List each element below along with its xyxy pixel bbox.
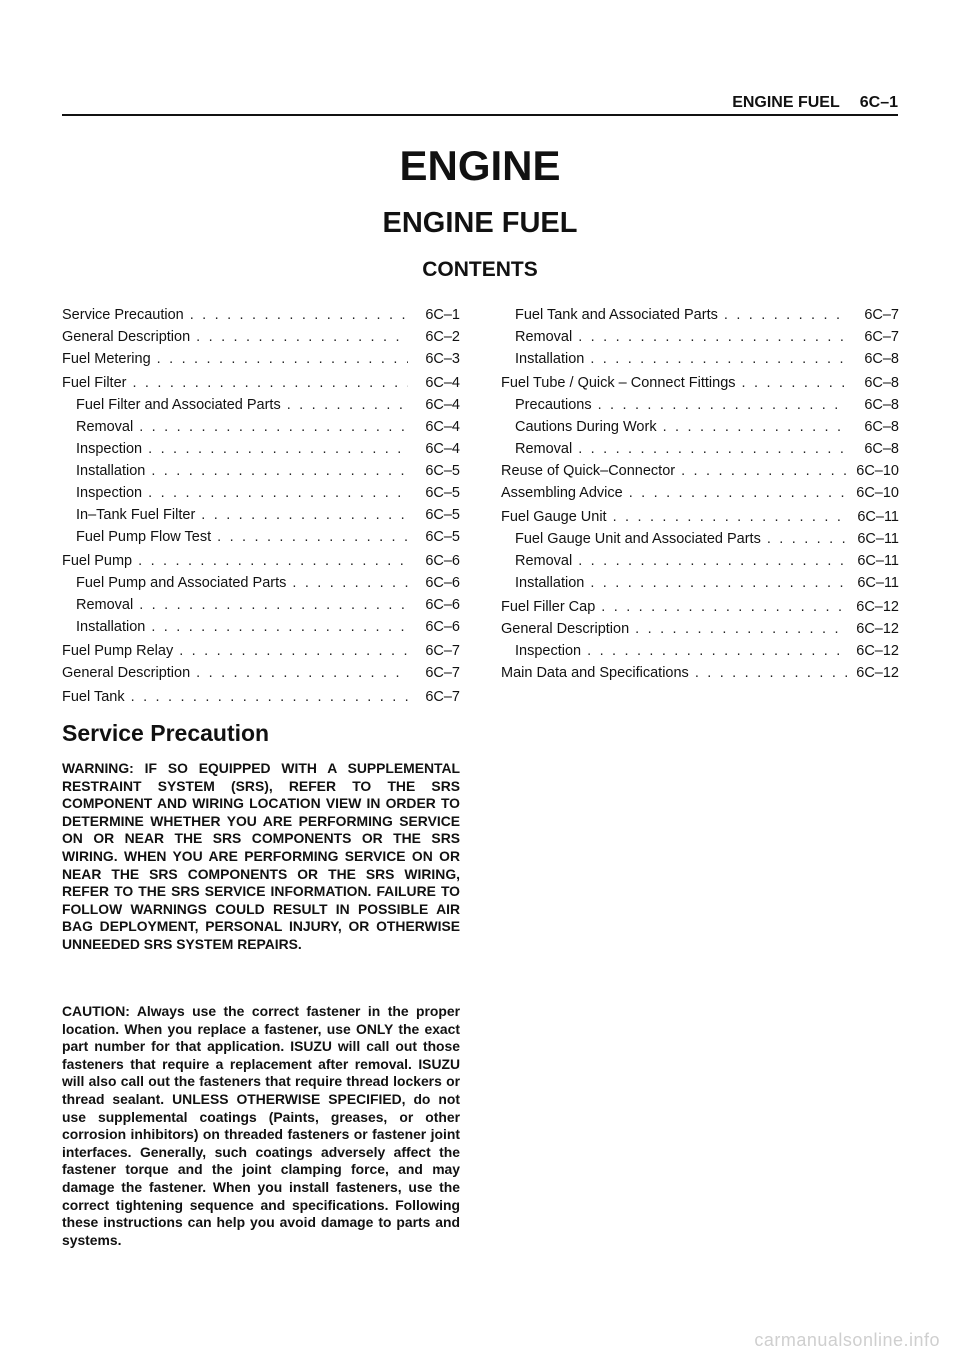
toc-entry[interactable] <box>62 416 460 438</box>
toc-entry-page: 6C–4 <box>425 375 460 391</box>
toc-entry-page: 6C–5 <box>425 529 460 545</box>
toc-entry-label: Fuel Gauge Unit and Associated Parts <box>515 531 761 547</box>
toc-entry-label: Assembling Advice <box>501 485 623 501</box>
toc-entry[interactable] <box>62 394 460 416</box>
toc-leader-dots <box>663 416 847 438</box>
toc-entry-page: 6C–8 <box>864 419 899 435</box>
toc-entry-page: 6C–12 <box>856 643 899 659</box>
toc-leader-dots <box>138 550 408 572</box>
toc-leader-dots <box>578 550 847 572</box>
toc-entry-page: 6C–8 <box>864 375 899 391</box>
toc-leader-dots <box>217 526 408 548</box>
toc-entry-page: 6C–4 <box>425 419 460 435</box>
toc-leader-dots <box>179 640 408 662</box>
toc-entry[interactable] <box>62 550 460 572</box>
warning-paragraph: WARNING: IF SO EQUIPPED WITH A SUPPLEMENTAL RESTRAINT SYSTEM (SRS), REFER TO THE SRS COMPONENT AND WIRING LOCATION VIEW IN ORDER TO DETERMINE WHETHER YOU ARE PERFORMING SERVICE ON OR NEAR THE SRS COMPONENTS OR THE SRS WIRING. WHEN YOU ARE PERFORMING SERVICE ON OR NEAR THE SRS COMPONENTS OR THE SRS WIRING, REFER TO THE SRS SERVICE INFORMATION. FAILURE TO FOLLOW WARNINGS COULD RESULT IN POSSIBLE AIR BAG DEPLOYMENT, PERSONAL INJURY, OR OTHERWISE UNNEEDED SRS SYSTEM REPAIRS. <box>62 760 460 952</box>
toc-entry[interactable] <box>62 526 460 548</box>
toc-entry-label: Installation <box>76 463 146 479</box>
toc-entry[interactable] <box>62 662 460 684</box>
toc-entry-label: Fuel Metering <box>62 351 151 367</box>
toc-leader-dots <box>190 304 408 326</box>
toc-entry-page: 6C–2 <box>425 329 460 345</box>
toc-entry[interactable] <box>501 438 899 460</box>
toc-leader-dots <box>157 348 408 370</box>
toc-entry[interactable] <box>62 348 460 370</box>
watermark: carmanualsonline.info <box>754 1330 940 1350</box>
toc-entry-page: 6C–7 <box>864 307 899 323</box>
toc-entry-page: 6C–5 <box>425 463 460 479</box>
toc-entry-page: 6C–5 <box>425 485 460 501</box>
toc-leader-dots <box>196 662 408 684</box>
toc-entry-label: General Description <box>62 665 191 681</box>
toc-entry-label: Inspection <box>515 643 582 659</box>
toc-entry-label: Precautions <box>515 397 592 413</box>
toc-entry-page: 6C–7 <box>425 665 460 681</box>
toc-entry-page: 6C–1 <box>425 307 460 323</box>
toc-leader-dots <box>578 326 847 348</box>
toc-entry-label: Installation <box>76 619 146 635</box>
toc-entry-page: 6C–3 <box>425 351 460 367</box>
toc-entry-label: Fuel Filter and Associated Parts <box>76 397 281 413</box>
toc-leader-dots <box>287 394 408 416</box>
toc-entry[interactable] <box>501 460 899 482</box>
toc-entry[interactable] <box>62 438 460 460</box>
toc-entry-label: Service Precaution <box>62 307 184 323</box>
toc-entry-page: 6C–6 <box>425 597 460 613</box>
toc-entry-label: Inspection <box>76 485 143 501</box>
main-title: ENGINE <box>399 142 561 189</box>
toc-entry-page: 6C–12 <box>856 599 899 615</box>
toc-entry[interactable] <box>62 640 460 662</box>
toc-entry-label: Removal <box>515 329 573 345</box>
toc-entry-label: Removal <box>76 597 134 613</box>
toc-entry-label: Inspection <box>76 441 143 457</box>
service-precaution-heading: Service Precaution <box>62 720 270 746</box>
toc-leader-dots <box>681 460 847 482</box>
toc-leader-dots <box>139 594 408 616</box>
toc-entry-label: Fuel Pump <box>62 553 133 569</box>
toc-left-column <box>62 304 460 708</box>
toc-entry-label: General Description <box>62 329 191 345</box>
toc-leader-dots <box>590 348 847 370</box>
toc-entry-page: 6C–8 <box>864 441 899 457</box>
toc-entry-label: Removal <box>515 441 573 457</box>
toc-entry[interactable] <box>501 550 899 572</box>
toc-entry-page: 6C–10 <box>856 463 899 479</box>
toc-entry[interactable] <box>62 326 460 348</box>
toc-entry-page: 6C–6 <box>425 575 460 591</box>
toc-entry[interactable] <box>501 528 899 550</box>
toc-entry-page: 6C–7 <box>425 643 460 659</box>
toc-entry-label: Removal <box>76 419 134 435</box>
toc-entry-label: In–Tank Fuel Filter <box>76 507 196 523</box>
header-section-title: ENGINE FUEL <box>732 94 840 111</box>
toc-leader-dots <box>598 394 847 416</box>
toc-leader-dots <box>196 326 408 348</box>
toc-entry-label: Installation <box>515 351 585 367</box>
sub-title: ENGINE FUEL <box>382 207 578 239</box>
toc-entry-label: Fuel Gauge Unit <box>501 509 607 525</box>
toc-entry-label: Fuel Filter <box>62 375 127 391</box>
toc-leader-dots <box>292 572 408 594</box>
toc-entry-page: 6C–11 <box>857 575 899 591</box>
contents-heading: CONTENTS <box>422 258 538 281</box>
toc-leader-dots <box>201 504 408 526</box>
toc-entry-page: 6C–5 <box>425 507 460 523</box>
toc-entry-label: Fuel Pump Relay <box>62 643 174 659</box>
toc-entry[interactable] <box>501 572 899 594</box>
toc-entry[interactable] <box>62 686 460 708</box>
toc-leader-dots <box>148 482 408 504</box>
toc-entry[interactable] <box>62 594 460 616</box>
toc-leader-dots <box>767 528 847 550</box>
toc-entry-page: 6C–4 <box>425 397 460 413</box>
toc-entry-label: Fuel Pump and Associated Parts <box>76 575 287 591</box>
toc-leader-dots <box>590 572 847 594</box>
header-page-number: 6C–1 <box>859 94 898 111</box>
toc-entry-page: 6C–12 <box>856 621 899 637</box>
toc-entry[interactable] <box>501 618 899 640</box>
toc-entry-page: 6C–11 <box>857 531 899 547</box>
toc-entry-label: Fuel Tank and Associated Parts <box>515 307 718 323</box>
toc-entry[interactable] <box>62 372 460 394</box>
toc-entry-page: 6C–4 <box>425 441 460 457</box>
toc-entry[interactable] <box>62 504 460 526</box>
toc-entry[interactable] <box>501 482 899 504</box>
toc-entry-label: General Description <box>501 621 630 637</box>
toc-entry[interactable] <box>62 572 460 594</box>
toc-entry-label: Reuse of Quick–Connector <box>501 463 676 479</box>
toc-entry-label: Fuel Tube / Quick – Connect Fittings <box>501 375 736 391</box>
toc-entry-page: 6C–7 <box>864 329 899 345</box>
toc-leader-dots <box>587 640 847 662</box>
toc-entry-page: 6C–8 <box>864 351 899 367</box>
toc-leader-dots <box>148 438 408 460</box>
toc-leader-dots <box>724 304 847 326</box>
toc-right-column <box>501 304 899 684</box>
toc-leader-dots <box>613 506 847 528</box>
toc-leader-dots <box>635 618 847 640</box>
toc-entry-page: 6C–7 <box>425 689 460 705</box>
toc-leader-dots <box>132 372 408 394</box>
page-header <box>62 92 898 116</box>
toc-entry-label: Fuel Pump Flow Test <box>76 529 212 545</box>
toc-leader-dots <box>578 438 847 460</box>
toc-leader-dots <box>695 662 847 684</box>
toc-entry-page: 6C–10 <box>856 485 899 501</box>
toc-entry[interactable] <box>501 662 899 684</box>
toc-entry-page: 6C–11 <box>857 509 899 525</box>
toc-entry-page: 6C–12 <box>856 665 899 681</box>
toc-entry-page: 6C–8 <box>864 397 899 413</box>
toc-entry-page: 6C–11 <box>857 553 899 569</box>
toc-entry[interactable] <box>62 304 460 326</box>
toc-entry[interactable] <box>62 460 460 482</box>
toc-entry[interactable] <box>501 348 899 370</box>
toc-leader-dots <box>601 596 847 618</box>
toc-entry[interactable] <box>501 640 899 662</box>
toc-entry-label: Installation <box>515 575 585 591</box>
toc-entry[interactable] <box>501 596 899 618</box>
toc-entry[interactable] <box>501 372 899 394</box>
toc-leader-dots <box>151 460 408 482</box>
toc-entry-page: 6C–6 <box>425 619 460 635</box>
toc-entry-label: Main Data and Specifications <box>501 665 689 681</box>
toc-entry[interactable] <box>501 304 899 326</box>
toc-entry-label: Cautions During Work <box>515 419 657 435</box>
toc-entry-label: Fuel Tank <box>62 689 125 705</box>
toc-entry[interactable] <box>501 506 899 528</box>
toc-entry-label: Removal <box>515 553 573 569</box>
toc-entry[interactable] <box>62 482 460 504</box>
toc-leader-dots <box>742 372 847 394</box>
toc-leader-dots <box>629 482 847 504</box>
toc-entry-page: 6C–6 <box>425 553 460 569</box>
toc-entry[interactable] <box>501 394 899 416</box>
toc-leader-dots <box>151 616 408 638</box>
toc-leader-dots <box>131 686 408 708</box>
toc-leader-dots <box>139 416 408 438</box>
toc-entry[interactable] <box>501 416 899 438</box>
toc-entry[interactable] <box>62 616 460 638</box>
caution-paragraph: CAUTION: Always use the correct fastener in the proper location. When you replace a fastener, use ONLY the exact part number for that application. ISUZU will call out those fasteners that require a replacement after removal. ISUZU will also call out the fasteners that require thread lockers or thread sealant. UNLESS OTHERWISE SPECIFIED, do not use supplemental coatings (Paints, greases, or other corrosion inhibitors) on threaded fasteners or fastener joint interfaces. Generally, such coatings adversely affect the fastener torque and the joint clamping force, and may damage the fastener. When you install fasteners, use the correct tightening sequence and specifications. Following these instructions can help you avoid damage to parts and systems. <box>62 1003 460 1248</box>
toc-entry[interactable] <box>501 326 899 348</box>
toc-entry-label: Fuel Filler Cap <box>501 599 596 615</box>
